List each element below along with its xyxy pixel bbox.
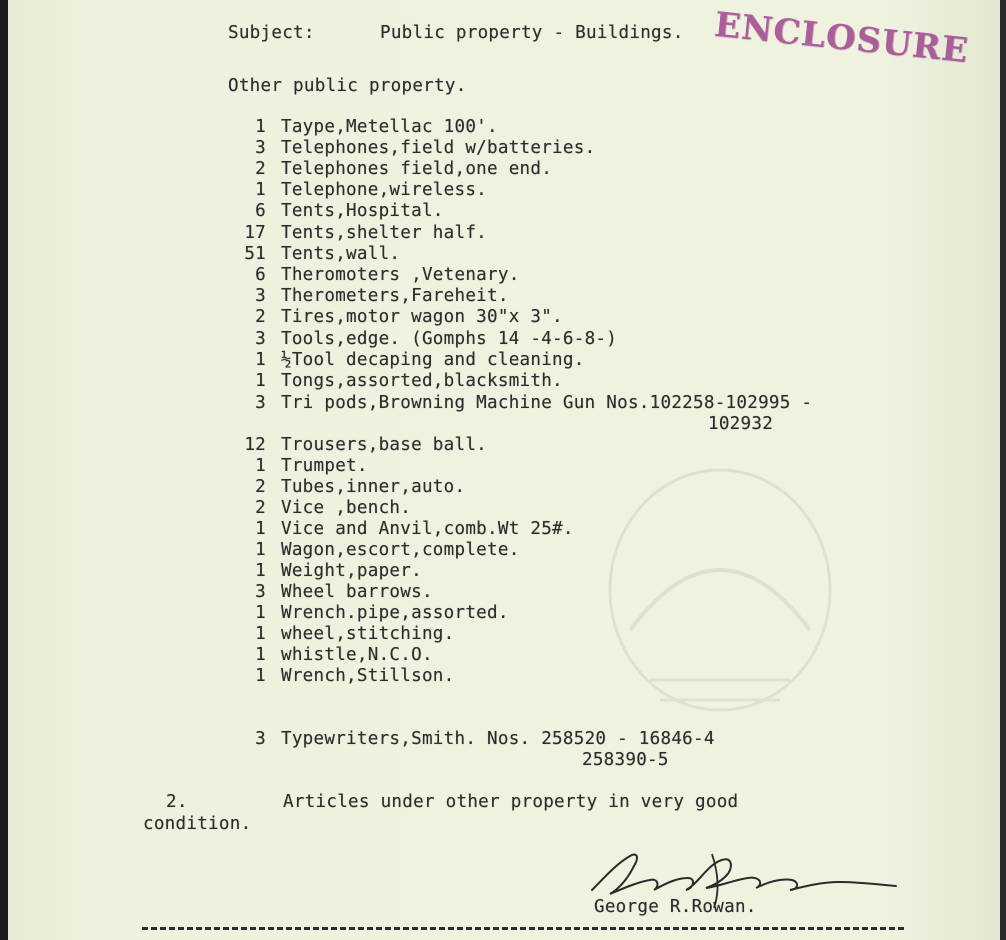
typewriters-desc-continuation: 258390-5 bbox=[582, 750, 669, 770]
item-desc: Wagon,escort,complete. bbox=[281, 540, 520, 560]
item-desc-continuation: 102932 bbox=[708, 414, 774, 434]
item-qty: 1 bbox=[255, 645, 266, 665]
typewriters-desc: Typewriters,Smith. Nos. 258520 - 16846-4 bbox=[281, 729, 715, 749]
item-desc: Tents,wall. bbox=[281, 244, 401, 264]
item-desc: Telephones field,one end. bbox=[281, 159, 553, 179]
item-qty: 2 bbox=[255, 159, 266, 179]
item-qty: 51 bbox=[244, 244, 266, 264]
item-qty: 1 bbox=[255, 180, 266, 200]
item-qty: 3 bbox=[255, 582, 266, 602]
typewriters-qty: 3 bbox=[255, 729, 266, 749]
paragraph-line-1: Articles under other property in very good bbox=[283, 792, 739, 812]
item-desc: Tongs,assorted,blacksmith. bbox=[281, 371, 563, 391]
item-desc: Tents,Hospital. bbox=[281, 201, 444, 221]
item-qty: 3 bbox=[255, 286, 266, 306]
subject-value: Public property - Buildings. bbox=[380, 23, 684, 43]
item-qty: 1 bbox=[255, 519, 266, 539]
item-desc: ½Tool decaping and cleaning. bbox=[281, 350, 585, 370]
item-qty: 3 bbox=[255, 138, 266, 158]
typed-signature-name: George R.Rowan. bbox=[594, 897, 757, 917]
dashed-divider bbox=[142, 927, 904, 930]
item-qty: 1 bbox=[255, 603, 266, 623]
item-qty: 2 bbox=[255, 498, 266, 518]
item-desc: Taype,Metellac 100'. bbox=[281, 117, 498, 137]
item-desc: Weight,paper. bbox=[281, 561, 422, 581]
item-desc: whistle,N.C.O. bbox=[281, 645, 433, 665]
item-qty: 1 bbox=[255, 117, 266, 137]
item-desc: Trumpet. bbox=[281, 456, 368, 476]
watermark-seal bbox=[590, 450, 850, 770]
item-desc: Therometers,Fareheit. bbox=[281, 286, 509, 306]
item-desc: Wrench.pipe,assorted. bbox=[281, 603, 509, 623]
item-desc: Tubes,inner,auto. bbox=[281, 477, 466, 497]
item-qty: 1 bbox=[255, 666, 266, 686]
item-desc: Wrench,Stillson. bbox=[281, 666, 455, 686]
item-qty: 1 bbox=[255, 624, 266, 644]
item-qty: 12 bbox=[244, 435, 266, 455]
item-qty: 1 bbox=[255, 350, 266, 370]
item-desc: Wheel barrows. bbox=[281, 582, 433, 602]
item-desc: Telephone,wireless. bbox=[281, 180, 488, 200]
enclosure-stamp: ENCLOSURE bbox=[712, 4, 971, 72]
item-desc: Vice and Anvil,comb.Wt 25#. bbox=[281, 519, 574, 539]
subject-label: Subject: bbox=[228, 23, 315, 43]
item-desc: Tents,shelter half. bbox=[281, 223, 488, 243]
item-desc: Vice ,bench. bbox=[281, 498, 412, 518]
item-desc: Theromoters ,Vetenary. bbox=[281, 265, 520, 285]
paragraph-line-2: condition. bbox=[143, 814, 252, 834]
item-qty: 17 bbox=[244, 223, 266, 243]
item-desc: Telephones,field w/batteries. bbox=[281, 138, 596, 158]
item-desc: Trousers,base ball. bbox=[281, 435, 488, 455]
item-qty: 6 bbox=[255, 201, 266, 221]
item-desc: wheel,stitching. bbox=[281, 624, 455, 644]
item-qty: 6 bbox=[255, 265, 266, 285]
item-qty: 3 bbox=[255, 329, 266, 349]
item-qty: 2 bbox=[255, 477, 266, 497]
item-qty: 1 bbox=[255, 561, 266, 581]
item-qty: 2 bbox=[255, 307, 266, 327]
item-qty: 1 bbox=[255, 540, 266, 560]
item-desc: Tools,edge. (Gomphs 14 -4-6-8-) bbox=[281, 329, 618, 349]
section-title: Other public property. bbox=[228, 76, 467, 96]
paragraph-number: 2. bbox=[166, 792, 188, 812]
item-qty: 3 bbox=[255, 393, 266, 413]
item-desc: Tires,motor wagon 30"x 3". bbox=[281, 307, 563, 327]
item-qty: 1 bbox=[255, 456, 266, 476]
item-desc: Tri pods,Browning Machine Gun Nos.102258-102995 - bbox=[281, 393, 813, 413]
item-qty: 1 bbox=[255, 371, 266, 391]
